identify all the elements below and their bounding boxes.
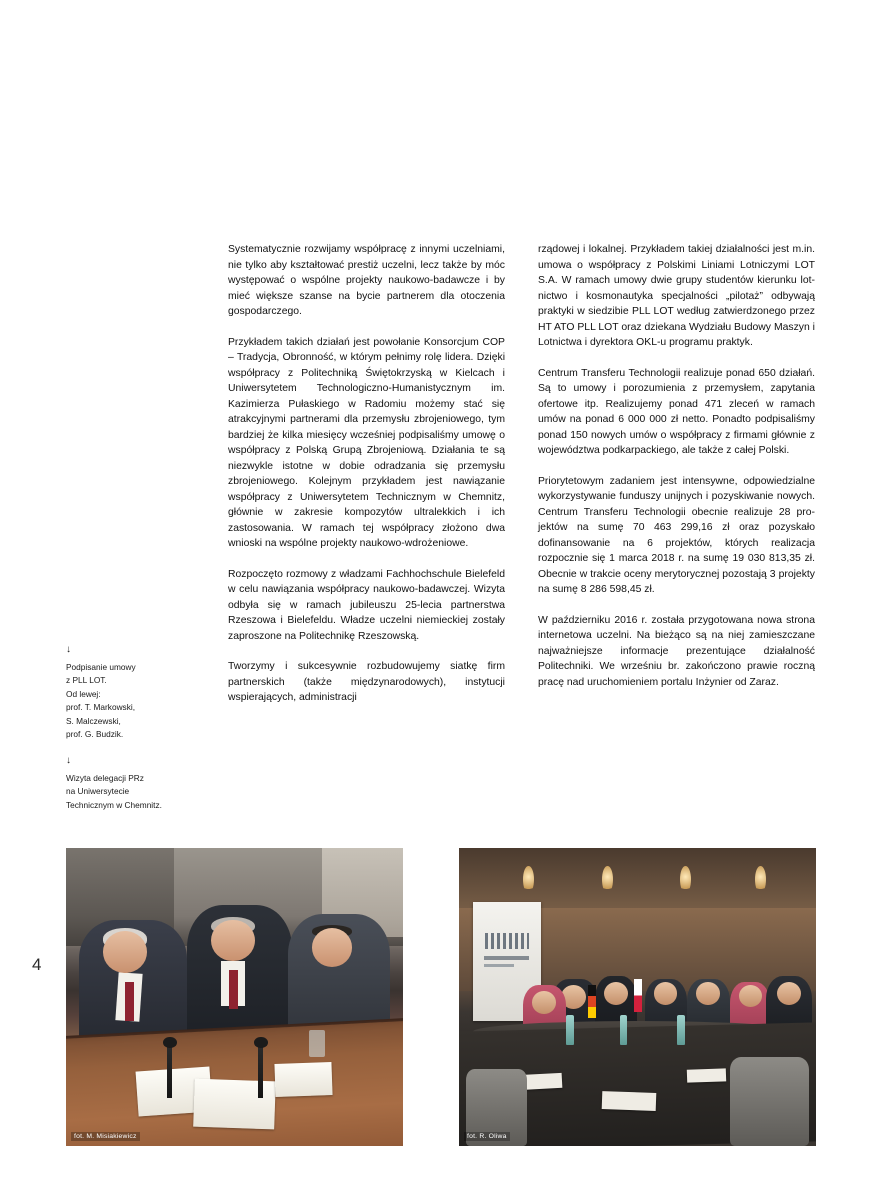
photo-illustration	[66, 848, 403, 1146]
margin-caption-chemnitz	[66, 756, 206, 812]
caption-line: Wizyta delegacji PRz	[66, 772, 144, 783]
photo-bottle	[620, 1015, 628, 1045]
photo-credit: fot. M. Misiakiewicz	[71, 1132, 140, 1141]
article-body	[228, 242, 816, 706]
arrow-down-icon: ↓	[66, 754, 71, 766]
caption-line: Podpisanie umowy	[66, 662, 136, 672]
paragraph: Systematycznie rozwijamy współpracę z innymi uczelniami, nie tylko aby kształtować prestiż uczelni, lecz także by móc występować o wspólne projekty naukowo-badawcze i by mieć większe szanse na bycie partnerem dla otoczenia gospodarczego.	[228, 244, 505, 317]
photo-tie	[229, 970, 238, 1009]
photo-face	[532, 991, 556, 1014]
photo-chemnitz-delegation	[459, 848, 816, 1146]
photo-face	[604, 982, 628, 1005]
photo-microphone	[167, 1045, 172, 1099]
photo-face	[654, 982, 678, 1005]
caption-line: Technicznym w Chemnitz.	[66, 799, 162, 810]
photo-microphone-head	[254, 1037, 267, 1048]
caption-line: z PLL LOT.	[66, 675, 107, 686]
photo-microphone	[258, 1045, 263, 1099]
page-number: 4	[32, 955, 42, 974]
photo-document	[687, 1068, 727, 1083]
caption-line: prof. T. Markowski,	[66, 702, 136, 713]
photo-document	[602, 1091, 656, 1111]
photo-banner-text	[484, 964, 514, 967]
photo-illustration	[459, 848, 816, 1146]
paragraph: Rozpoczęto rozmowy z władzami Fachhochschule Bielefeld w celu nawiązania współpracy naukowo-badawczej. Wizyta odbyła się w ramach jubileuszu 25-lecia partnerstwa Rzeszowa i Bielefeldu. Władze uczelni niemieckiej zostały zaproszone na Politechnikę Rzeszowską.	[228, 568, 505, 642]
photo-face	[211, 920, 255, 962]
photo-banner-logo	[485, 933, 528, 950]
photo-flag-poland	[634, 979, 643, 1012]
caption-line: Od lewej:	[66, 688, 101, 699]
paragraph: Centrum Transferu Technologii realizuje ponad 650 działań. Są to umowy i porozumienia z przemysłem, zapytania ofertowe itp. Realizujemy ponad 471 zleceń w ramach umów na ponad 6 000 000 zł netto. Ponadto podpisaliśmy ponad 150 nowych umów o współpracy z firmami głównie z województwa podkarpackiego, ale także z całej Polski.	[538, 367, 815, 456]
photo-tie	[125, 982, 134, 1021]
paragraph: rządowej i lokalnej. Przykładem takiej działalności jest m.in. umowa o współpracy z Polskimi Liniami Lotniczymi LOT S.A. W ramach umowy dwie grupy studentów kierunku lotnictwo i kosmonautyka specjalności „pilotaż” odbywają praktyki w siedzibie PLL LOT według zatwierdzonego przez HT ATO PLL LOT oraz dziekana Wydziału Budowy Maszyn i Lotnictwa i dyrektora OKL-u programu praktyk.	[538, 244, 815, 348]
photo-lamp	[523, 866, 534, 893]
column-left	[228, 242, 505, 706]
photo-bottle	[566, 1015, 574, 1045]
photo-lamp	[602, 866, 613, 893]
photo-bottle	[677, 1015, 685, 1045]
photo-microphone-head	[163, 1037, 176, 1048]
paragraph: Priorytetowym zadaniem jest intensywne, odpowiedzialne wykorzystywanie funduszy unijnych i pozyskiwanie nowych. Centrum Transferu Technologii obecnie realizuje 28 projektów na sumę 70 463 299,16 zł oraz pozyskało dofinansowanie na 6 projektów, których realizacja rozpocznie się 1 marca 2018 r. na sumę 19 030 813,35 zł. Obecnie w trakcie oceny merytorycznej pozostają 3 projekty na sumę 8 286 598,45 zł.	[538, 475, 815, 595]
paragraph: Przykładem takich działań jest powołanie Konsorcjum COP – Tradycja, Obronność, w którym pełnimy rolę lidera. Dzięki współpracy z Politechniką Świętokrzyską w Kielcach i Uniwersytetem Technologiczno-Humanistycznym im. Kazimierza Pułaskiego w Radomiu możemy stać się atrakcyjnymi partnerami dla przemysłu zbrojeniowego, tym bardziej że kilka miesięcy wcześniej podpisaliśmy umowę o współpracy z Polską Grupą Zbrojeniową. Działania te są niezwykle istotne w dobie odradzania się przemysłu zbrojeniowego. Kolejnym przykładem jest nawiązanie współpracy z Uniwersytetem Technicznym w Chemnitz, głównie w zakresie kompozytów ultralekkich i ich zastosowania. W ramach tej współpracy złożono dwa wnioski na wspólne projekty naukowo-wdrożeniowe.	[228, 336, 505, 549]
caption-line: na Uniwersytecie	[66, 786, 130, 797]
photo-credit: fot. R. Oliwa	[464, 1132, 510, 1141]
column-right	[538, 242, 815, 706]
margin-caption-signing	[66, 645, 206, 742]
caption-line: prof. G. Budzik.	[66, 729, 124, 740]
photo-banner-text	[484, 956, 529, 960]
photo-lamp	[755, 866, 766, 893]
paragraph: Tworzymy i sukcesywnie rozbudowujemy siatkę firm partnerskich (także międzynarodowych), instytucji wspierających, administracji	[228, 661, 505, 703]
caption-line: S. Malczewski,	[66, 715, 121, 726]
photo-face	[103, 931, 147, 973]
photo-glass	[309, 1030, 326, 1057]
margin-captions	[66, 645, 206, 826]
photo-face	[696, 982, 720, 1005]
photo-signing-lot	[66, 848, 403, 1146]
arrow-down-icon: ↓	[66, 644, 71, 655]
photo-flag-germany	[588, 985, 597, 1018]
paragraph: W październiku 2016 r. została przygotowana nowa strona internetowa uczelni. Na bieżąco są na niej zamieszczane najważniejsze informacje prezentujące działalność Politechniki. We wrześniu br. zakończono prawie roczną pracę nad uruchomieniem portalu Inżynier od Zaraz.	[538, 614, 815, 688]
photo-lamp	[680, 866, 691, 893]
photo-document	[274, 1062, 332, 1097]
photo-chair	[730, 1057, 809, 1146]
